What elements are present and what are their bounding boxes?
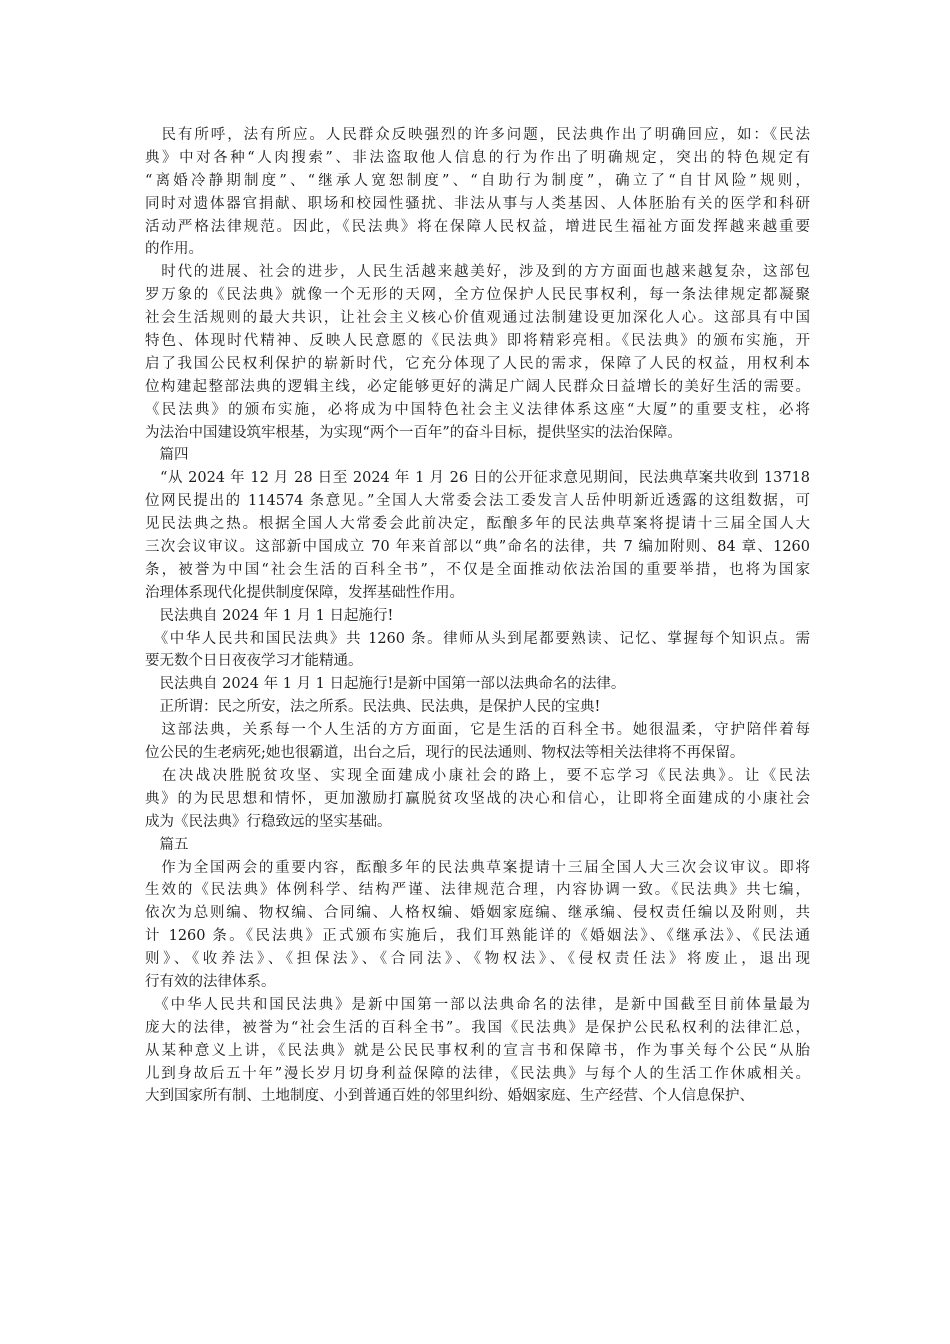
text-line: 民法典自 2024 年 1 月 1 日起施行! — [145, 607, 394, 624]
text-line: 成为《民法典》行稳致远的坚实基础。 — [145, 813, 392, 830]
text-line: 位网民提出的 114574 条意见。”全国人大常委会法工委发言人岳仲明新近透露的这组数据，可 — [145, 493, 810, 510]
paragraph — [145, 857, 810, 994]
text-line: 正所谓：民之所安，法之所系。民法典、民法典，是保护人民的宝典! — [145, 699, 601, 716]
text-line: 在决战决胜脱贫攻坚、实现全面建成小康社会的路上，要不忘学习《民法典》。让《民法 — [145, 767, 810, 784]
text-line: 大到国家所有制、土地制度、小到普通百姓的邻里纠纷、婚姻家庭、生产经营、个人信息保护、 — [145, 1088, 754, 1105]
text-line: 儿到身故后五十年”漫长岁月切身利益保障的法律，《民法典》与每个人的生活工作休戚相关。 — [145, 1065, 810, 1082]
text-line: “从 2024 年 12 月 28 日至 2024 年 1 月 26 日的公开征求意见期间，民法典草案共收到 13718 — [145, 470, 810, 487]
paragraph — [145, 765, 810, 834]
text-line: “离婚冷静期制度”、“继承人宽恕制度”、“自助行为制度”，确立了“自甘风险”规则， — [145, 172, 810, 189]
text-line: 作为全国两会的重要内容，酝酿多年的民法典草案提请十三届全国人大三次会议审议。即将 — [145, 859, 810, 876]
text-line: 民法典自 2024 年 1 月 1 日起施行!是新中国第一部以法典命名的法律。 — [145, 676, 626, 693]
text-line: 庞大的法律，被誉为“社会生活的百科全书”。我国《民法典》是保护公民私权利的法律汇总， — [145, 1019, 810, 1036]
text-line: 要无数个日日夜夜学习才能精通。 — [145, 653, 363, 670]
text-line: 启了我国公民权利保护的崭新时代，它充分体现了人民的需求，保障了人民的权益，用权利本 — [145, 355, 810, 372]
section-heading — [145, 834, 810, 857]
text-line: 依次为总则编、物权编、合同编、人格权编、婚姻家庭编、继承编、侵权责任编以及附则，共 — [145, 905, 810, 922]
paragraph — [145, 696, 810, 719]
text-line: 这部法典，关系每一个人生活的方方面面，它是生活的百科全书。她很温柔，守护陪伴着每 — [145, 722, 810, 739]
paragraph — [145, 719, 810, 765]
text-line: 社会生活规则的最大共识，让社会主义核心价值观通过法制建设更加深化人心。这部具有中国 — [145, 310, 810, 327]
text-line: 《中华人民共和国民法典》共 1260 条。律师从头到尾都要熟读、记忆、掌握每个知识点。需 — [145, 630, 810, 647]
paragraph — [145, 673, 810, 696]
text-line: 时代的进展、社会的进步，人民生活越来越美好，涉及到的方方面面也越来越复杂，这部包 — [145, 264, 810, 281]
text-line: 三次会议审议。这部新中国成立 70 年来首部以“典”命名的法律，共 7 编加附则、84 章、1260 — [145, 539, 810, 556]
paragraph — [145, 467, 810, 604]
text-line: 《中华人民共和国民法典》是新中国第一部以法典命名的法律，是新中国截至目前体量最为 — [145, 996, 810, 1013]
paragraph — [145, 994, 810, 1108]
document-page — [145, 124, 810, 1108]
text-line: 则》、《收养法》、《担保法》、《合同法》、《物权法》、《侵权责任法》将废止，退出现 — [145, 951, 810, 968]
text-line: 治理体系现代化提供制度保障，发挥基础性作用。 — [145, 584, 464, 601]
text-line: 篇五 — [145, 836, 189, 853]
text-line: 活动严格法律规范。因此，《民法典》将在保障人民权益，增进民生福祉方面发挥越来越重要 — [145, 218, 810, 235]
text-line: 典》的为民思想和情怀，更加激励打赢脱贫攻坚战的决心和信心，让即将全面建成的小康社会 — [145, 790, 810, 807]
text-line: 行有效的法律体系。 — [145, 973, 276, 990]
text-line: 民有所呼，法有所应。人民群众反映强烈的许多问题，民法典作出了明确回应，如：《民法 — [145, 127, 810, 143]
paragraph — [145, 124, 810, 261]
text-line: 《民法典》的颁布实施，必将成为中国特色社会主义法律体系这座“大厦”的重要支柱，必将 — [145, 401, 810, 418]
paragraph — [145, 628, 810, 674]
text-line: 的作用。 — [145, 241, 203, 258]
text-line: 罗万象的《民法典》就像一个无形的天网，全方位保护人民民事权利，每一条法律规定都凝聚 — [145, 287, 810, 304]
text-line: 特色、体现时代精神、反映人民意愿的《民法典》即将精彩亮相。《民法典》的颁布实施，开 — [145, 333, 810, 350]
text-line: 位公民的生老病死;她也很霸道，出台之后，现行的民法通则、物权法等相关法律将不再保留。 — [145, 745, 745, 762]
paragraph — [145, 261, 810, 444]
text-line: 典》中对各种“人肉搜索”、非法盗取他人信息的行为作出了明确规定，突出的特色规定有 — [145, 149, 810, 166]
text-line: 同时对遗体器官捐献、职场和校园性骚扰、非法从事与人类基因、人体胚胎有关的医学和科研 — [145, 195, 810, 212]
paragraph — [145, 605, 810, 628]
text-line: 生效的《民法典》体例科学、结构严谨、法律规范合理，内容协调一致。《民法典》共七编， — [145, 882, 810, 899]
text-line: 计 1260 条。《民法典》正式颁布实施后，我们耳熟能详的《婚姻法》、《继承法》、《民法通 — [145, 928, 810, 945]
text-line: 位构建起整部法典的逻辑主线，必定能够更好的满足广阔人民群众日益增长的美好生活的需要。 — [145, 378, 810, 395]
text-line: 从某种意义上讲，《民法典》就是公民民事权利的宣言书和保障书，作为事关每个公民“从胎 — [145, 1042, 810, 1059]
text-line: 见民法典之热。根据全国人大常委会此前决定，酝酿多年的民法典草案将提请十三届全国人大 — [145, 516, 810, 533]
text-line: 篇四 — [145, 447, 189, 464]
section-heading — [145, 444, 810, 467]
text-line: 条，被誉为中国“社会生活的百科全书”，不仅是全面推动依法治国的重要举措，也将为国家 — [145, 561, 810, 578]
text-line: 为法治中国建设筑牢根基，为实现“两个一百年”的奋斗目标，提供坚实的法治保障。 — [145, 424, 682, 441]
